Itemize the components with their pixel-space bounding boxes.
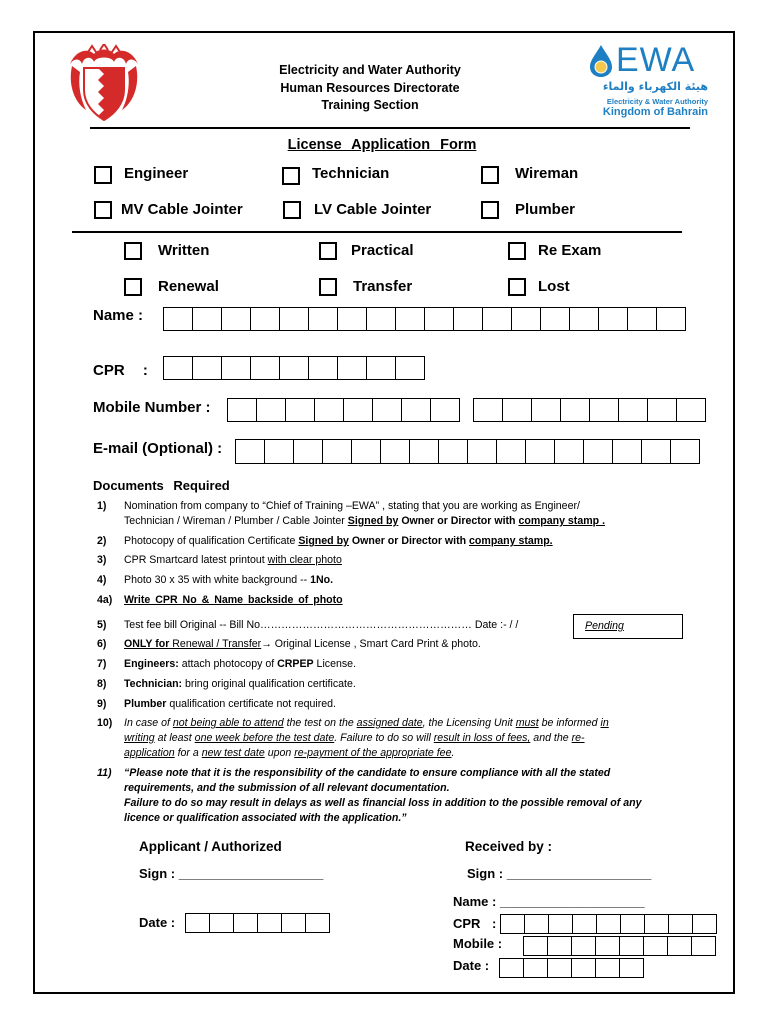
- doc-item-1-number: 1): [97, 500, 107, 512]
- doc-item-7-a: Engineers:: [124, 658, 179, 670]
- mobile-input-boxes-2[interactable]: [473, 398, 706, 422]
- entry-cell[interactable]: [526, 439, 555, 464]
- entry-cell[interactable]: [570, 307, 599, 331]
- engineer-label: Engineer: [124, 165, 189, 182]
- doc-item-1-line2-d: company stamp .: [518, 515, 606, 527]
- ewa-arabic-name: هيئة الكهرباء والماء: [602, 80, 708, 93]
- entry-cell[interactable]: [309, 307, 338, 331]
- entry-cell[interactable]: [483, 307, 512, 331]
- engineer-checkbox[interactable]: [94, 166, 112, 184]
- entry-cell[interactable]: [286, 398, 315, 422]
- doc-item-2-number: 2): [97, 535, 107, 547]
- doc-item-11-line1: “Please note that it is the responsibility of the candidate to ensure compliance with all the stated: [124, 767, 611, 779]
- plumber-label: Plumber: [515, 201, 576, 218]
- re-exam-checkbox[interactable]: [508, 242, 526, 260]
- doc-item-4: [97, 573, 697, 589]
- section-name: Training Section: [321, 98, 419, 112]
- doc-item-9-a: Plumber: [124, 698, 167, 710]
- received-sign-line[interactable]: Sign : ____________________: [467, 866, 652, 881]
- email-input-boxes[interactable]: [235, 439, 700, 464]
- doc-item-7: [97, 657, 697, 673]
- applicant-date-label: Date :: [139, 915, 176, 930]
- entry-cell[interactable]: [524, 936, 548, 956]
- d10-1f: must: [515, 717, 539, 729]
- entry-cell[interactable]: [584, 439, 613, 464]
- entry-cell[interactable]: [338, 307, 367, 331]
- entry-cell[interactable]: [396, 356, 425, 380]
- entry-cell[interactable]: [548, 936, 572, 956]
- d10-1d: assigned date: [356, 717, 423, 729]
- applicant-date-boxes[interactable]: [185, 913, 330, 933]
- lv-cable-jointer-label: LV Cable Jointer: [314, 201, 432, 218]
- received-name-line[interactable]: Name : ____________________: [453, 894, 645, 909]
- form-title: License Application Form: [287, 137, 477, 153]
- entry-cell[interactable]: [642, 439, 671, 464]
- entry-cell[interactable]: [525, 914, 549, 934]
- doc-item-3-number: 3): [97, 554, 107, 566]
- doc-item-6-b: Renewal / Transfer: [169, 638, 262, 650]
- entry-cell[interactable]: [620, 958, 644, 978]
- doc-item-10-line1: [124, 716, 609, 731]
- d10-1b: not being able to attend: [172, 717, 284, 729]
- entry-cell[interactable]: [236, 439, 265, 464]
- entry-cell[interactable]: [193, 356, 222, 380]
- entry-cell[interactable]: [280, 307, 309, 331]
- doc-item-2-c: Owner or Director with: [348, 535, 470, 547]
- d10-3d: upon: [264, 747, 295, 759]
- entry-cell[interactable]: [251, 356, 280, 380]
- doc-item-9-text: [124, 697, 336, 712]
- mobile-input-boxes-1[interactable]: [227, 398, 460, 422]
- entry-cell[interactable]: [620, 936, 644, 956]
- entry-cell[interactable]: [186, 913, 210, 933]
- doc-item-3: [97, 553, 697, 569]
- entry-cell[interactable]: [193, 307, 222, 331]
- renewal-label: Renewal: [158, 278, 219, 295]
- doc-item-9: [97, 697, 697, 713]
- ewa-english-name: Electricity & Water Authority: [606, 97, 708, 106]
- doc-item-2-d: company stamp.: [469, 535, 553, 547]
- doc-item-11: [97, 766, 697, 828]
- d10-3a: application: [124, 747, 175, 759]
- mv-cable-jointer-checkbox[interactable]: [94, 201, 112, 219]
- entry-cell[interactable]: [367, 307, 396, 331]
- entry-cell[interactable]: [294, 439, 323, 464]
- doc-item-11-line4: licence or qualification associated with the application.”: [124, 812, 407, 824]
- lv-cable-jointer-checkbox[interactable]: [283, 201, 301, 219]
- d10-3f: .: [451, 747, 455, 759]
- doc-item-5-number: 5): [97, 619, 107, 631]
- written-checkbox[interactable]: [124, 242, 142, 260]
- transfer-label: Transfer: [353, 278, 413, 295]
- doc-item-4a: [97, 593, 697, 609]
- wireman-label: Wireman: [515, 165, 579, 182]
- entry-cell[interactable]: [524, 958, 548, 978]
- entry-cell[interactable]: [648, 398, 677, 422]
- name-input-boxes[interactable]: [163, 307, 686, 331]
- practical-checkbox[interactable]: [319, 242, 337, 260]
- doc-item-1-line2-c: Owner or Director with: [398, 515, 519, 527]
- entry-cell[interactable]: [548, 958, 572, 978]
- doc-item-8-b: bring original qualification certificate.: [182, 678, 356, 690]
- d10-2b: at least: [154, 732, 195, 744]
- doc-item-7-number: 7): [97, 658, 107, 670]
- entry-cell[interactable]: [468, 439, 497, 464]
- entry-cell[interactable]: [671, 439, 700, 464]
- entry-cell[interactable]: [258, 913, 282, 933]
- doc-item-11-line3: Failure to do so may result in delays as well as financial loss in addition to the possible removal of any: [124, 797, 642, 809]
- doc-item-1-line2-a: Technician / Wireman / Plumber / Cable Jointer: [124, 515, 348, 527]
- doc-item-4-a: Photo 30 x 35 with white background --: [124, 574, 311, 586]
- documents-title: Documents Required: [93, 478, 230, 493]
- entry-cell[interactable]: [402, 398, 431, 422]
- entry-cell[interactable]: [692, 936, 716, 956]
- entry-cell[interactable]: [222, 307, 251, 331]
- renewal-checkbox[interactable]: [124, 278, 142, 296]
- entry-cell[interactable]: [306, 913, 330, 933]
- written-label: Written: [158, 242, 210, 259]
- entry-cell[interactable]: [367, 356, 396, 380]
- doc-item-4-b: 1No.: [310, 574, 334, 586]
- entry-cell[interactable]: [613, 439, 642, 464]
- plumber-checkbox[interactable]: [481, 201, 499, 219]
- email-label: E-mail (Optional) :: [93, 440, 223, 457]
- entry-cell[interactable]: [265, 439, 294, 464]
- entry-cell[interactable]: [431, 398, 460, 422]
- doc-item-7-d: License.: [313, 658, 357, 670]
- entry-cell[interactable]: [512, 307, 541, 331]
- doc-item-6: [97, 637, 697, 653]
- applicant-title: Applicant / Authorized: [139, 839, 282, 854]
- entry-cell[interactable]: [619, 398, 648, 422]
- ewa-logo: [586, 40, 710, 122]
- doc-item-10-line2: [124, 731, 585, 746]
- cpr-input-boxes[interactable]: [163, 356, 425, 380]
- entry-cell[interactable]: [396, 307, 425, 331]
- d10-2a: writing: [124, 732, 155, 744]
- entry-cell[interactable]: [309, 356, 338, 380]
- doc-item-7-c: CRPEP: [277, 658, 314, 670]
- doc-item-6-text: [124, 637, 481, 652]
- lost-label: Lost: [538, 278, 570, 295]
- doc-item-1-line2-b: Signed by: [347, 515, 399, 527]
- doc-item-4a-text: Write CPR No & Name backside of photo: [124, 594, 343, 606]
- doc-item-1-line2: [124, 514, 605, 529]
- entry-cell[interactable]: [597, 914, 621, 934]
- practical-label: Practical: [351, 242, 414, 259]
- entry-cell[interactable]: [454, 307, 483, 331]
- doc-item-9-b: qualification certificate not required.: [166, 698, 336, 710]
- entry-cell[interactable]: [596, 936, 620, 956]
- entry-cell[interactable]: [503, 398, 532, 422]
- section-divider: [72, 231, 682, 233]
- entry-cell[interactable]: [532, 398, 561, 422]
- entry-cell[interactable]: [549, 914, 573, 934]
- doc-item-2-b: Signed by: [298, 535, 349, 547]
- doc-item-2-a: Photocopy of qualification Certificate: [124, 535, 299, 547]
- entry-cell[interactable]: [645, 914, 669, 934]
- entry-cell[interactable]: [257, 398, 286, 422]
- d10-2d: . Failure to do so will: [334, 732, 434, 744]
- bahrain-crest-logo: [66, 44, 142, 124]
- entry-cell[interactable]: [573, 914, 597, 934]
- doc-item-3-b: with clear photo: [267, 554, 342, 566]
- entry-cell[interactable]: [439, 439, 468, 464]
- d10-2c: one week before the test date: [194, 732, 335, 744]
- entry-cell[interactable]: [590, 398, 619, 422]
- doc-item-8: [97, 677, 697, 693]
- name-label: Name :: [93, 307, 144, 324]
- d10-1h: in: [600, 717, 609, 729]
- doc-item-10-line3: [124, 746, 454, 761]
- d10-3b: for a: [174, 747, 202, 759]
- entry-cell[interactable]: [373, 398, 402, 422]
- d10-1c: the test on the: [283, 717, 357, 729]
- technician-checkbox[interactable]: [282, 167, 300, 185]
- doc-item-7-b: attach photocopy of: [178, 658, 278, 670]
- doc-item-8-number: 8): [97, 678, 107, 690]
- entry-cell[interactable]: [669, 914, 693, 934]
- entry-cell[interactable]: [677, 398, 706, 422]
- d10-2e: result in loss of fees,: [433, 732, 531, 744]
- entry-cell[interactable]: [410, 439, 439, 464]
- entry-cell[interactable]: [644, 936, 668, 956]
- doc-item-1: [97, 499, 697, 531]
- entry-cell[interactable]: [251, 307, 280, 331]
- applicant-sign-line[interactable]: Sign : ____________________: [139, 866, 324, 881]
- mv-cable-jointer-label: MV Cable Jointer: [121, 201, 243, 218]
- pending-text: Pending: [585, 620, 624, 632]
- entry-cell[interactable]: [668, 936, 692, 956]
- received-mobile-boxes[interactable]: [523, 936, 716, 956]
- doc-item-10-number: 10): [97, 717, 113, 729]
- received-date-label: Date :: [453, 958, 490, 973]
- header-titles: [250, 62, 490, 115]
- cpr-label: CPR :: [93, 362, 148, 379]
- entry-cell[interactable]: [222, 356, 251, 380]
- doc-item-8-a: Technician:: [124, 678, 183, 690]
- doc-item-4-number: 4): [97, 574, 107, 586]
- doc-item-11-number: 11): [97, 767, 112, 779]
- d10-3e: re-payment of the appropriate fee: [294, 747, 452, 759]
- doc-item-9-number: 9): [97, 698, 107, 710]
- lost-checkbox[interactable]: [508, 278, 526, 296]
- doc-item-2-text: [124, 534, 553, 549]
- entry-cell[interactable]: [572, 958, 596, 978]
- entry-cell[interactable]: [164, 356, 193, 380]
- entry-cell[interactable]: [425, 307, 454, 331]
- entry-cell[interactable]: [657, 307, 686, 331]
- doc-item-7-text: [124, 657, 356, 672]
- entry-cell[interactable]: [561, 398, 590, 422]
- entry-cell[interactable]: [164, 307, 193, 331]
- doc-item-3-a: CPR Smartcard latest printout: [124, 554, 268, 566]
- entry-cell[interactable]: [501, 914, 525, 934]
- entry-cell[interactable]: [596, 958, 620, 978]
- doc-item-3-text: [124, 553, 342, 568]
- doc-item-6-number: 6): [97, 638, 107, 650]
- d10-1e: , the Licensing Unit: [422, 717, 516, 729]
- ewa-logo-text: EWA: [616, 41, 696, 79]
- doc-item-8-text: [124, 677, 356, 692]
- ewa-country: Kingdom of Bahrain: [602, 106, 708, 118]
- doc-item-6-c: → Original License , Smart Card Print & photo.: [261, 638, 481, 650]
- re-exam-label: Re Exam: [538, 242, 602, 259]
- doc-item-4-text: [124, 573, 333, 588]
- received-mobile-label: Mobile :: [453, 936, 503, 951]
- doc-item-10: [97, 716, 697, 762]
- mobile-label: Mobile Number :: [93, 399, 211, 416]
- entry-cell[interactable]: [344, 398, 373, 422]
- entry-cell[interactable]: [555, 439, 584, 464]
- org-name: Electricity and Water Authority: [279, 63, 461, 77]
- entry-cell[interactable]: [280, 356, 309, 380]
- entry-cell[interactable]: [500, 958, 524, 978]
- entry-cell[interactable]: [693, 914, 717, 934]
- d10-3c: new test date: [201, 747, 265, 759]
- entry-cell[interactable]: [282, 913, 306, 933]
- received-title: Received by :: [465, 839, 553, 854]
- header-divider: [90, 127, 690, 129]
- directorate-name: Human Resources Directorate: [280, 80, 460, 95]
- doc-item-4a-number: 4a): [97, 594, 113, 606]
- water-drop-icon: [588, 44, 614, 78]
- entry-cell[interactable]: [381, 439, 410, 464]
- received-date-boxes[interactable]: [499, 958, 644, 978]
- technician-label: Technician: [312, 165, 390, 182]
- doc-item-6-a: ONLY for: [124, 638, 170, 650]
- pending-box: [573, 614, 683, 639]
- entry-cell[interactable]: [315, 398, 344, 422]
- received-cpr-boxes[interactable]: [500, 914, 717, 934]
- entry-cell[interactable]: [338, 356, 367, 380]
- entry-cell[interactable]: [628, 307, 657, 331]
- transfer-checkbox[interactable]: [319, 278, 337, 296]
- entry-cell[interactable]: [323, 439, 352, 464]
- received-cpr-label: CPR :: [453, 916, 497, 931]
- d10-1a: In case of: [124, 717, 173, 729]
- entry-cell[interactable]: [352, 439, 381, 464]
- doc-item-11-line2: requirements, and the submission of all relevant documentation.: [124, 782, 450, 794]
- wireman-checkbox[interactable]: [481, 166, 499, 184]
- doc-item-2: [97, 534, 697, 550]
- entry-cell[interactable]: [572, 936, 596, 956]
- entry-cell[interactable]: [621, 914, 645, 934]
- d10-2f: and the: [530, 732, 572, 744]
- entry-cell[interactable]: [541, 307, 570, 331]
- doc-item-1-line1: Nomination from company to “Chief of Training –EWA” , stating that you are working as Engineer/: [124, 500, 580, 512]
- entry-cell[interactable]: [210, 913, 234, 933]
- d10-2g: re-: [571, 732, 585, 744]
- d10-1g: be informed: [538, 717, 601, 729]
- entry-cell[interactable]: [234, 913, 258, 933]
- entry-cell[interactable]: [599, 307, 628, 331]
- doc-item-5-text: Test fee bill Original -- Bill No…………………………………………………… Date :- / /: [124, 619, 519, 631]
- entry-cell[interactable]: [497, 439, 526, 464]
- entry-cell[interactable]: [228, 398, 257, 422]
- entry-cell[interactable]: [474, 398, 503, 422]
